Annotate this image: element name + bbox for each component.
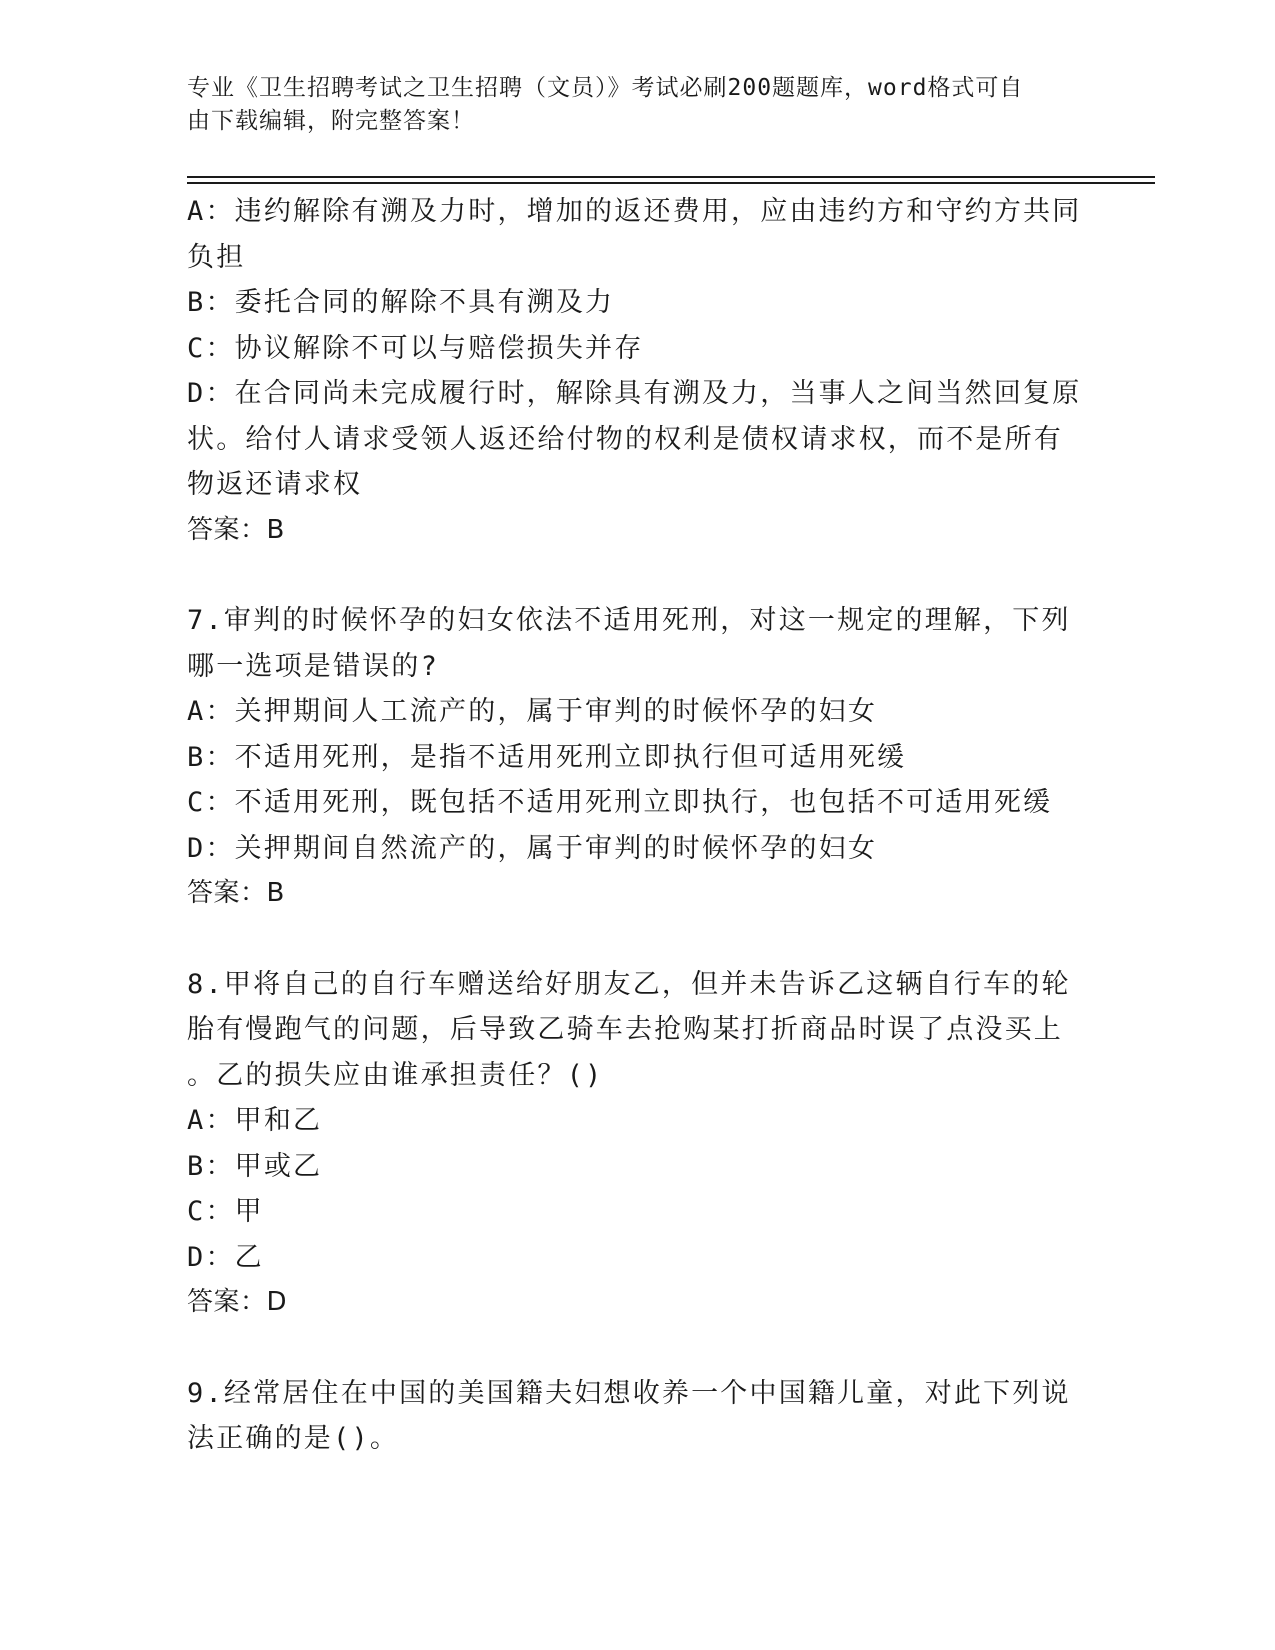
q9-question-line-2: 法正确的是()。 [187, 1423, 400, 1454]
header-line-2: 由下载编辑，附完整答案！ [187, 108, 475, 134]
q7-answer: 答案：B [187, 878, 285, 908]
q6-answer: 答案：B [187, 514, 285, 545]
spacer [187, 1326, 1087, 1371]
header-divider-top [187, 176, 1155, 178]
q8-option-b: B：甲或乙 [187, 1150, 323, 1182]
question-9-block [187, 1371, 1087, 1462]
q6-option-d-line-2: 状。给付人请求受领人返还给付物的权利是债权请求权，而不是所有 [187, 423, 1063, 455]
question-6-block [187, 189, 1087, 553]
q8-option-d: D：乙 [187, 1241, 264, 1273]
q7-option-b: B：不适用死刑，是指不适用死刑立即执行但可适用死缓 [187, 741, 907, 773]
q7-option-d: D：关押期间自然流产的，属于审判的时候怀孕的妇女 [187, 832, 878, 864]
question-7-block [187, 598, 1087, 917]
spacer [187, 917, 1087, 962]
q8-answer: 答案：D [187, 1287, 288, 1317]
q7-question-line-2: 哪一选项是错误的? [187, 650, 440, 682]
q8-question-line-3: 。乙的损失应由谁承担责任？() [187, 1059, 604, 1091]
q7-option-c: C：不适用死刑，既包括不适用死刑立即执行，也包括不可适用死缓 [187, 787, 1053, 818]
q7-question-line-1: 7.审判的时候怀孕的妇女依法不适用死刑，对这一规定的理解，下列 [187, 605, 1071, 636]
header-line-1: 专业《卫生招聘考试之卫生招聘（文员）》考试必刷200题题库，word格式可自 [187, 75, 1024, 101]
q6-option-a-line-1: A：违约解除有溯及力时，增加的返还费用，应由违约方和守约方共同 [187, 196, 1082, 227]
question-content [187, 189, 1087, 1462]
spacer [187, 553, 1087, 598]
q8-option-a: A：甲和乙 [187, 1105, 323, 1136]
q8-question-line-2: 胎有慢跑气的问题，后导致乙骑车去抢购某打折商品时误了点没买上 [187, 1014, 1063, 1045]
question-8-block [187, 962, 1087, 1326]
q6-option-d-line-3: 物返还请求权 [187, 469, 363, 500]
document-header [187, 72, 1067, 138]
q6-option-c: C：协议解除不可以与赔偿损失并存 [187, 332, 644, 364]
q6-option-a-line-2: 负担 [187, 241, 246, 273]
q6-option-d-line-1: D：在合同尚未完成履行时，解除具有溯及力，当事人之间当然回复原 [187, 378, 1082, 409]
header-divider-bottom [187, 182, 1155, 184]
q8-question-line-1: 8.甲将自己的自行车赠送给好朋友乙，但并未告诉乙这辆自行车的轮 [187, 968, 1071, 1000]
q6-option-b: B：委托合同的解除不具有溯及力 [187, 287, 615, 318]
q8-option-c: C：甲 [187, 1196, 264, 1227]
q9-question-line-1: 9.经常居住在中国的美国籍夫妇想收养一个中国籍儿童，对此下列说 [187, 1377, 1071, 1409]
q7-option-a: A：关押期间人工流产的，属于审判的时候怀孕的妇女 [187, 696, 878, 727]
